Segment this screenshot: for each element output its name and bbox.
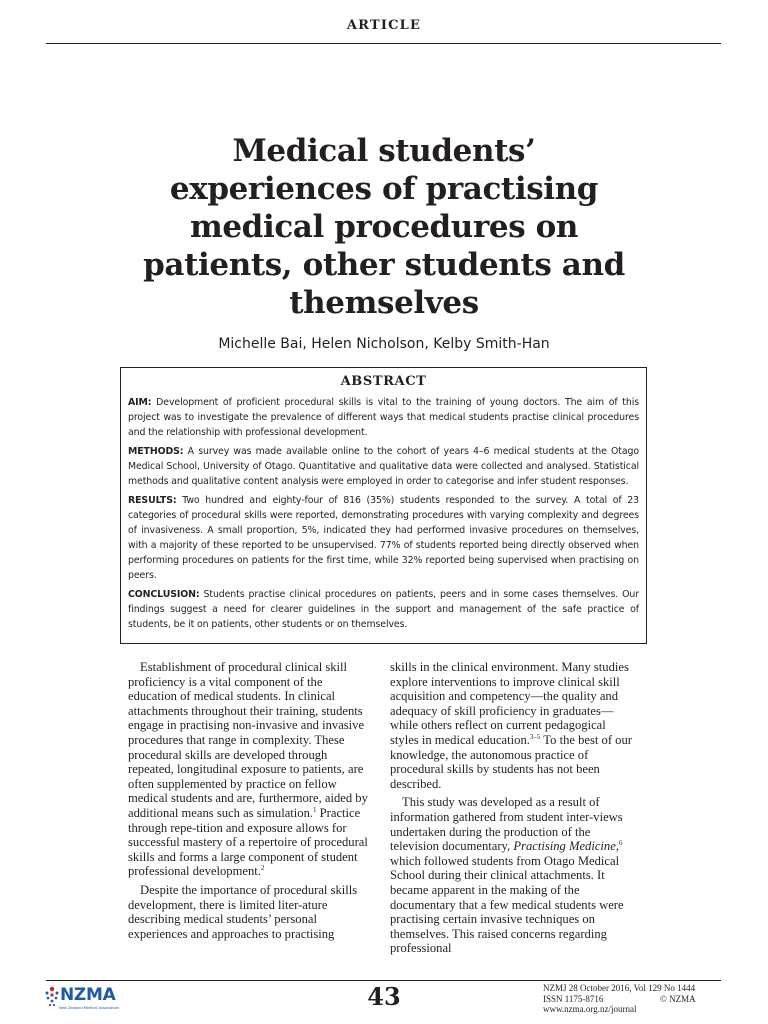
reference-marker[interactable]: 2 [260,864,265,873]
abstract-label: AIM: [128,397,152,408]
header-rule [46,43,721,44]
body-text: Establishment of procedural clinical skill proficiency is a vital component of the education of medical students. In clinical attachments throughout their training, students engage in practising non-invasive and invasive procedures that range in complexity. These procedural skills are developed through repeated, longitudinal exposure to patients, are often supplemented by practice on fellow medical students and are, furthermore, aided by additional means such as simulation. [128,660,368,820]
abstract-label: CONCLUSION: [128,589,200,600]
abstract-methods [128,444,639,489]
journal-url[interactable]: www.nzma.org.nz/journal [543,1004,637,1014]
body-paragraph [390,660,635,791]
copyright: © NZMA [660,993,696,1004]
documentary-title: Practising Medicine [513,839,616,854]
body-paragraph: This study was developed as a result of information gathered from student inter-views undertaken during the production of the television documentary, Practising Medicine,$^6$ which followed students from Otago Medical School during their clinical attachments. It became apparent in the making of the documentary that a few medical students were practising certain invasive techniques on themselves. This raised concerns regarding professional [390,795,624,956]
page-number: 43 [367,982,401,1011]
journal-info [543,983,723,1015]
body-text: To the best of our knowledge, the autonomous practice of procedural skills by students has not been described. [390,732,632,791]
body-column-right [390,660,635,960]
abstract-text: Two hundred and eighty-four of 816 (35%) students responded to the survey. A total of 23 categories of procedural skills were reported, demonstrating procedures with varying complexity and degrees of invasiveness. A small proportion, 5%, indicated they had performed invasive procedures on themselves, with a majority of these reported to be unsupervised. 77% of students reported being directly observed when performing procedures on patients for the first time, while 32% reported being supervised when practising on peers. [128,495,639,581]
abstract-aim [128,395,639,440]
body-text: Practice through repe-tition and exposure allows for successful mastery of a repertoire of procedural skills and forms a large component of student professional development. [128,805,368,879]
reference-marker[interactable]: 3–5 [529,732,541,741]
journal-citation: NZMJ 28 October 2016, Vol 129 No 1444 [543,983,696,993]
body-paragraph [128,660,373,879]
logo-subtext: New Zealand Medical Association [59,1006,120,1010]
logo-wordmark: NZMA [60,985,116,1005]
article-title [100,132,668,322]
abstract-label: RESULTS: [128,495,177,506]
abstract-heading: ABSTRACT [340,374,427,389]
title-line: experiences of practising [169,171,599,207]
title-line: medical procedures on [189,209,579,245]
abstract-text: Students practise clinical procedures on patients, peers and in some cases themselves. Our findings suggest a need for clearer guidelines in the support and management of the safe practice of students, be it on patients, other students or on themselves. [128,589,639,630]
abstract-results [128,493,639,583]
abstract-text: Development of proficient procedural skills is vital to the training of young doctors. The aim of this project was to investigate the prevalence of different ways that medical students practise clinical procedures and the relationship with professional development. [128,397,639,438]
abstract-conclusion [128,587,639,632]
body-text: skills in the clinical environment. Many studies explore interventions to improve clinical skill acquisition and competency—the quality and adequacy of skill proficiency in graduates—while others reflect on current pedagogical styles in medical education. [390,660,629,747]
reference-marker[interactable]: 1 [313,805,317,814]
author-list: Michelle Bai, Helen Nicholson, Kelby Smith-Han [218,336,550,352]
body-paragraph: Despite the importance of procedural skills development, there is limited liter-ature describing medical students’ personal experiences and approaches to practising [128,882,358,941]
reference-marker[interactable]: 6 [618,838,623,847]
abstract-box [120,367,647,644]
title-line: patients, other students and [143,247,625,283]
abstract-text: A survey was made available online to the cohort of years 4–6 medical students at the Otago Medical School, University of Otago. Quantitative and qualitative data were collected and analysed. Statistical methods and qualitative content analysis were employed in order to categorise and infer student responses. [128,446,639,487]
issn-row [543,994,723,1005]
body-text: which followed students from Otago Medical School during their clinical attachments. It became apparent in the making of the documentary that a few medical students were practising certain invasive techniques on themselves. This raised concerns regarding professional [390,853,624,956]
body-column-left [128,660,373,945]
title-line: Medical students’ [232,133,536,169]
abstract-label: METHODS: [128,446,184,457]
section-label: ARTICLE [346,18,422,33]
footer-rule [46,980,721,981]
body-text: This study was developed as a result of information gathered from student inter-views undertaken during the production of the television documentary, [390,795,623,854]
issn: ISSN 1175-8716 [543,993,604,1004]
title-line: themselves [289,285,479,321]
